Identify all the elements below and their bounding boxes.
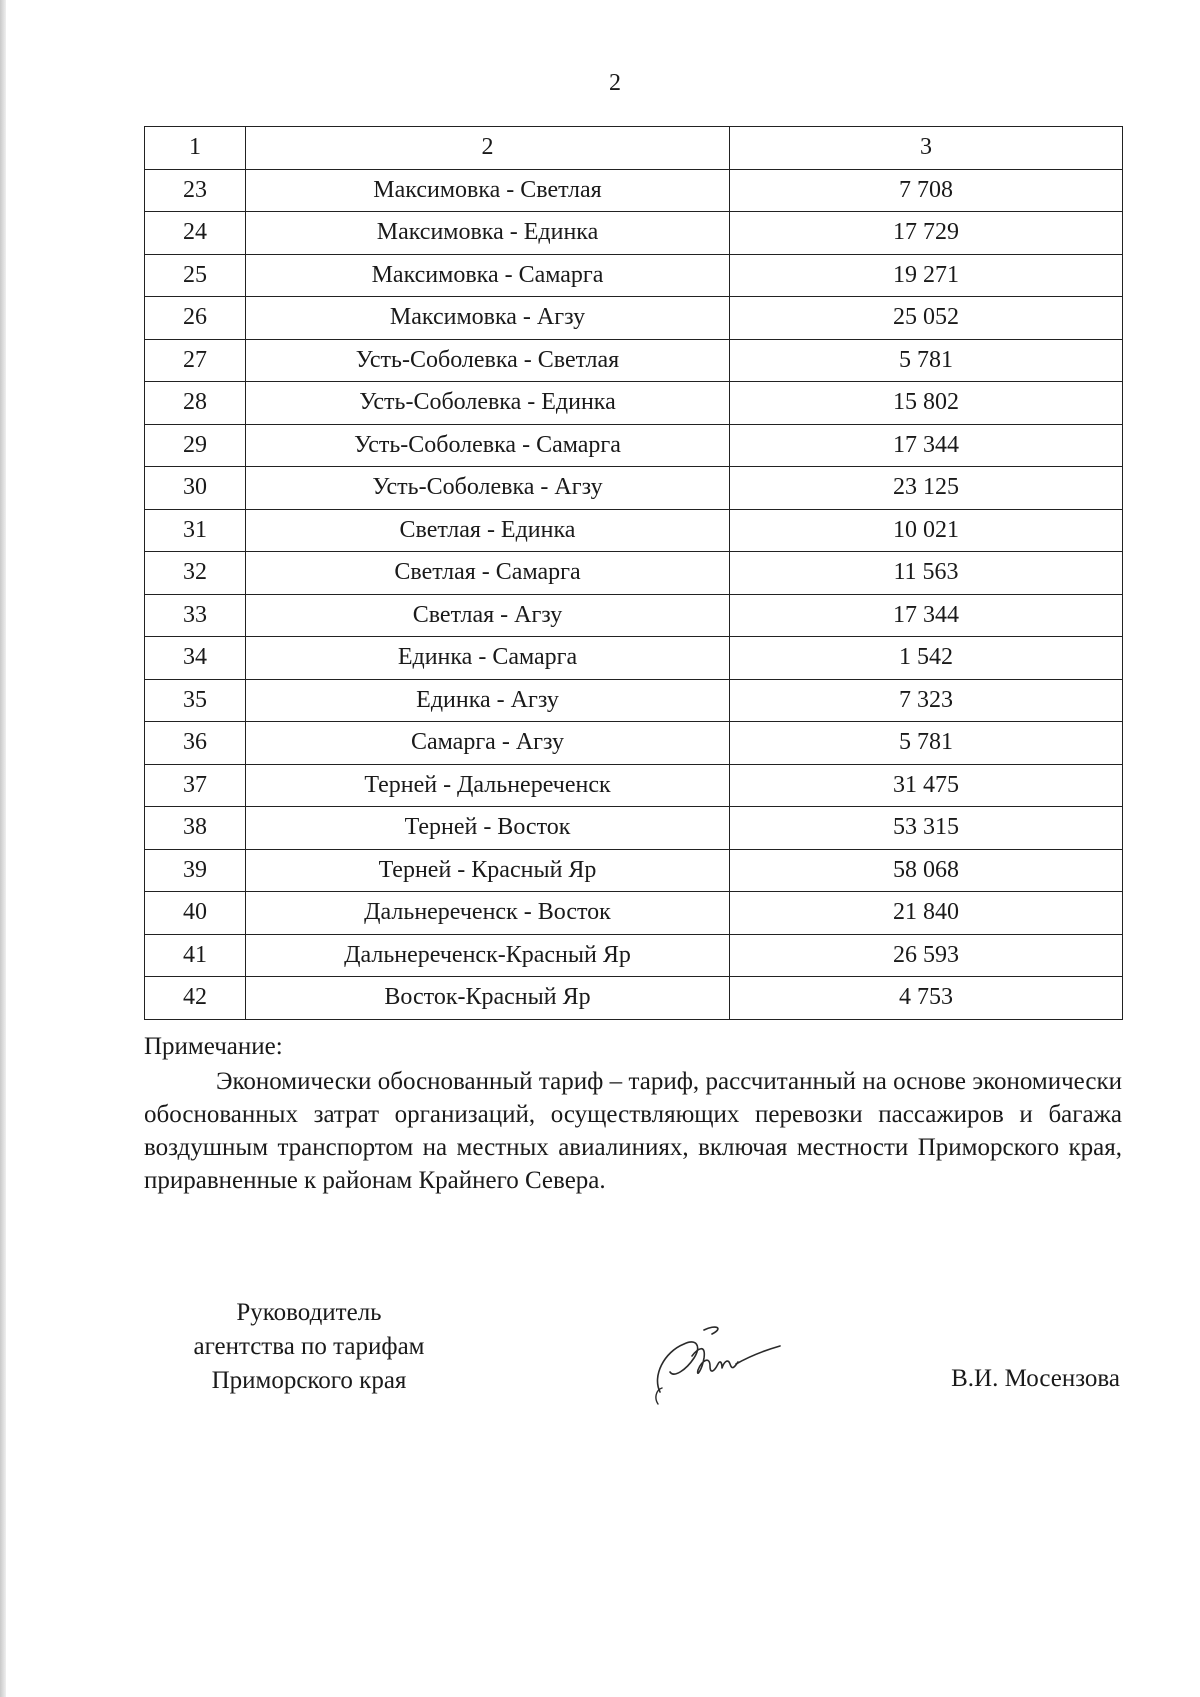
row-tariff: 58 068 [730, 849, 1123, 892]
row-route: Максимовка - Светлая [246, 169, 730, 212]
table-row [145, 212, 1123, 255]
row-number: 35 [145, 679, 246, 722]
row-route: Усть-Соболевка - Единка [246, 382, 730, 425]
signatory-name: В.И. Мосензова [951, 1365, 1120, 1392]
row-route: Максимовка - Агзу [246, 297, 730, 340]
row-tariff: 17 344 [730, 424, 1123, 467]
row-route: Терней - Красный Яр [246, 849, 730, 892]
table-row [145, 467, 1123, 510]
row-tariff: 53 315 [730, 807, 1123, 850]
table-row [145, 339, 1123, 382]
row-route: Усть-Соболевка - Агзу [246, 467, 730, 510]
table-row [145, 679, 1123, 722]
signatory-position [144, 1296, 474, 1398]
row-route: Терней - Дальнереченск [246, 764, 730, 807]
row-number: 28 [145, 382, 246, 425]
row-tariff: 19 271 [730, 254, 1123, 297]
table-row [145, 892, 1123, 935]
row-number: 25 [145, 254, 246, 297]
row-route: Терней - Восток [246, 807, 730, 850]
row-number: 26 [145, 297, 246, 340]
table-row [145, 254, 1123, 297]
header-col-2: 2 [246, 127, 730, 170]
row-tariff: 7 708 [730, 169, 1123, 212]
header-col-3: 3 [730, 127, 1123, 170]
table-row [145, 424, 1123, 467]
note-section [144, 1030, 1122, 1197]
header-col-1: 1 [145, 127, 246, 170]
row-tariff: 1 542 [730, 637, 1123, 680]
row-number: 36 [145, 722, 246, 765]
position-line-3: Приморского края [211, 1367, 407, 1394]
page-number: 2 [609, 70, 621, 96]
row-number: 30 [145, 467, 246, 510]
row-number: 27 [145, 339, 246, 382]
row-number: 34 [145, 637, 246, 680]
row-number: 40 [145, 892, 246, 935]
table-body [145, 169, 1123, 1019]
row-tariff: 21 840 [730, 892, 1123, 935]
table-header-row [145, 127, 1123, 170]
table-row [145, 977, 1123, 1020]
table-row [145, 722, 1123, 765]
table-row [145, 169, 1123, 212]
position-line-1: Руководитель [236, 1299, 382, 1326]
row-route: Единка - Агзу [246, 679, 730, 722]
row-tariff: 17 729 [730, 212, 1123, 255]
table-row [145, 594, 1123, 637]
row-route: Усть-Соболевка - Светлая [246, 339, 730, 382]
row-tariff: 5 781 [730, 339, 1123, 382]
row-number: 39 [145, 849, 246, 892]
note-body: Экономически обоснованный тариф – тариф, рассчитанный на основе экономически обоснованных затрат организаций, осуществляющих перевозки пассажиров и багажа воздушным транспортом на местных авиалиниях, включая местности Приморского края, приравненные к районам Крайнего Севера. [144, 1068, 1122, 1194]
row-route: Светлая - Самарга [246, 552, 730, 595]
scan-edge [0, 0, 6, 1697]
row-number: 41 [145, 934, 246, 977]
row-number: 31 [145, 509, 246, 552]
table-row [145, 382, 1123, 425]
table-row [145, 764, 1123, 807]
table-row [145, 807, 1123, 850]
tariff-table [144, 126, 1123, 1020]
row-number: 24 [145, 212, 246, 255]
row-tariff: 7 323 [730, 679, 1123, 722]
row-route: Светлая - Агзу [246, 594, 730, 637]
row-number: 33 [145, 594, 246, 637]
row-route: Восток-Красный Яр [246, 977, 730, 1020]
row-number: 23 [145, 169, 246, 212]
table-row [145, 849, 1123, 892]
row-route: Максимовка - Самарга [246, 254, 730, 297]
note-title: Примечание: [144, 1033, 283, 1060]
table-row [145, 637, 1123, 680]
row-route: Единка - Самарга [246, 637, 730, 680]
table-row [145, 552, 1123, 595]
row-number: 37 [145, 764, 246, 807]
row-route: Дальнереченск-Красный Яр [246, 934, 730, 977]
row-route: Усть-Соболевка - Самарга [246, 424, 730, 467]
row-tariff: 10 021 [730, 509, 1123, 552]
table-row [145, 934, 1123, 977]
row-number: 32 [145, 552, 246, 595]
row-tariff: 26 593 [730, 934, 1123, 977]
row-number: 42 [145, 977, 246, 1020]
row-tariff: 17 344 [730, 594, 1123, 637]
row-route: Самарга - Агзу [246, 722, 730, 765]
row-tariff: 11 563 [730, 552, 1123, 595]
row-number: 29 [145, 424, 246, 467]
handwritten-signature [640, 1318, 790, 1410]
row-tariff: 23 125 [730, 467, 1123, 510]
table-row [145, 509, 1123, 552]
row-route: Дальнереченск - Восток [246, 892, 730, 935]
row-number: 38 [145, 807, 246, 850]
row-tariff: 15 802 [730, 382, 1123, 425]
row-tariff: 25 052 [730, 297, 1123, 340]
row-route: Светлая - Единка [246, 509, 730, 552]
row-tariff: 5 781 [730, 722, 1123, 765]
table-row [145, 297, 1123, 340]
row-tariff: 4 753 [730, 977, 1123, 1020]
row-tariff: 31 475 [730, 764, 1123, 807]
position-line-2: агентства по тарифам [193, 1333, 425, 1360]
row-route: Максимовка - Единка [246, 212, 730, 255]
